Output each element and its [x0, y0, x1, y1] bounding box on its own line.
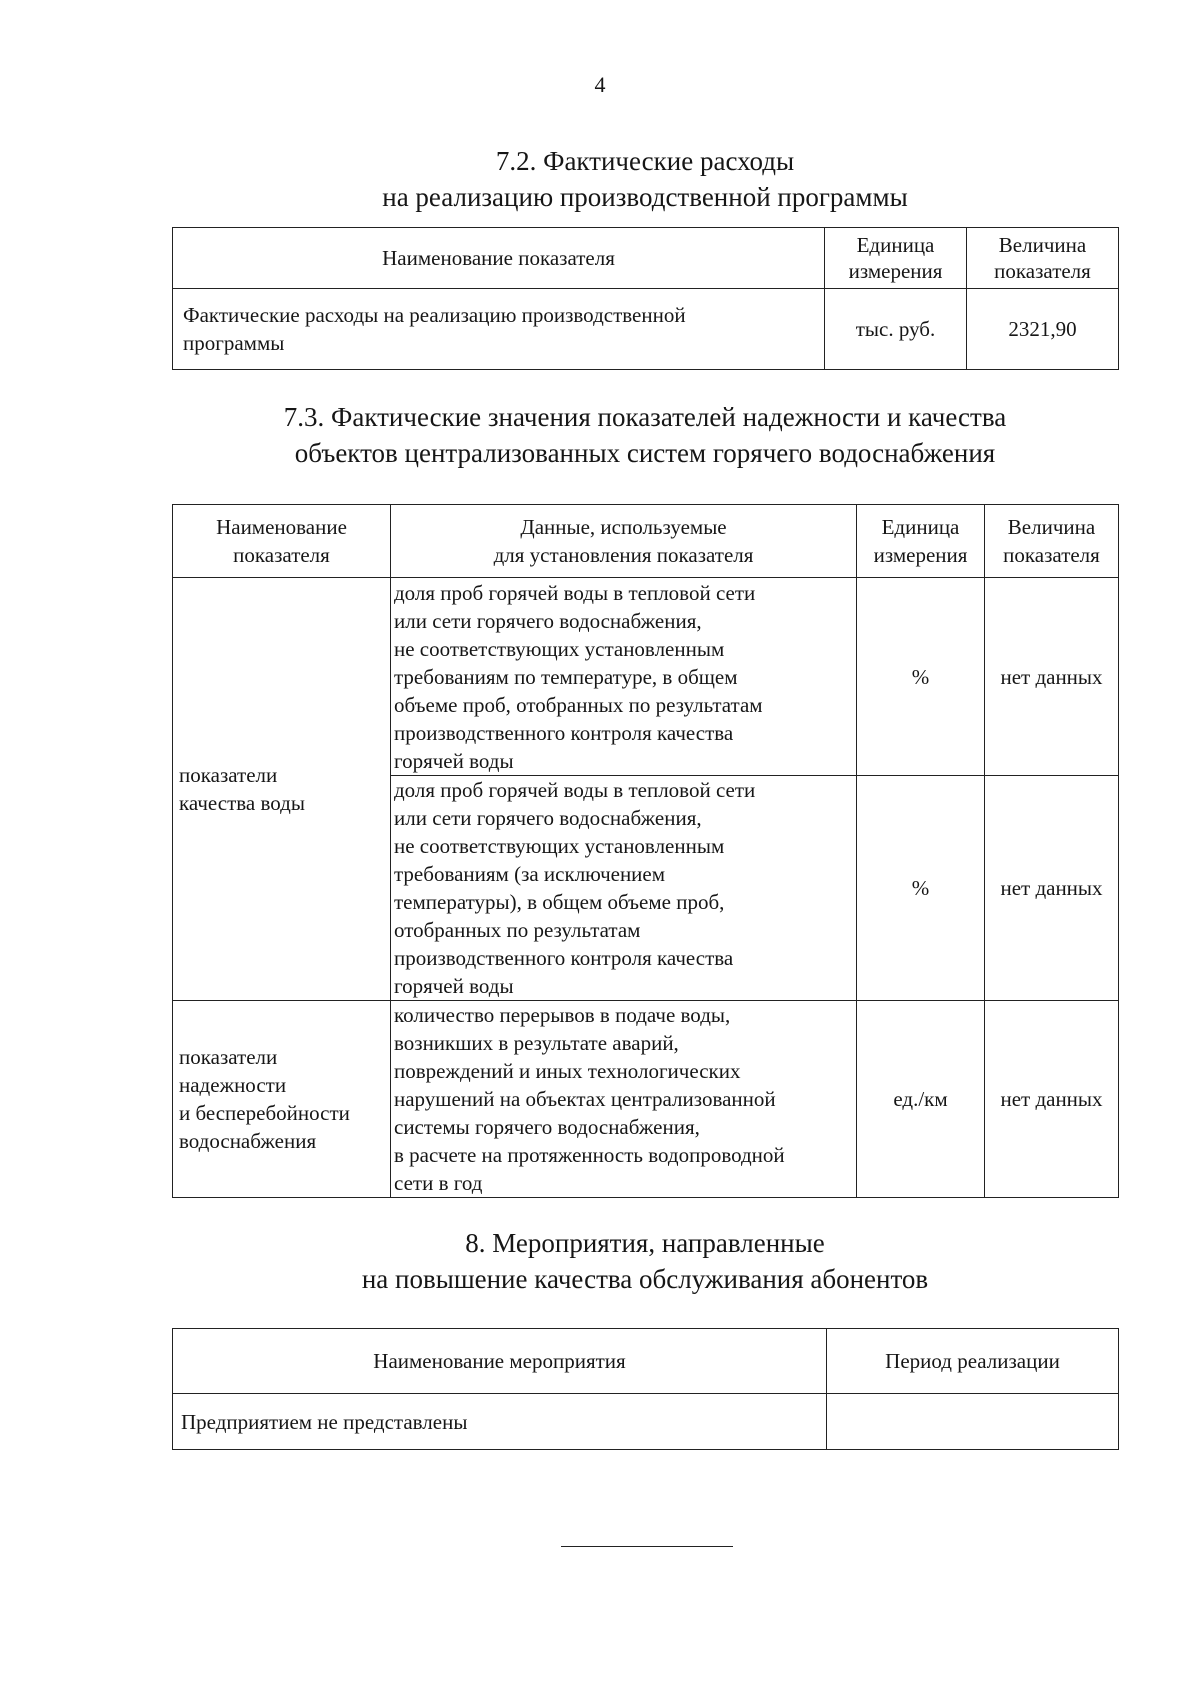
data-line: не соответствующих установленным [394, 834, 725, 858]
data-line: доля проб горячей воды в тепловой сети [394, 778, 756, 802]
measures-table [172, 1328, 1119, 1450]
expenses-table [172, 227, 1119, 370]
header-indicator-name [173, 505, 391, 578]
data-line: требованиям (за исключением [394, 862, 666, 886]
value-cell: нет данных [985, 776, 1119, 1001]
header-name-line2: показателя [233, 543, 330, 567]
header-measure-name: Наименование мероприятия [173, 1329, 827, 1394]
header-name-line1: Наименование [216, 515, 347, 539]
group-name-line: и бесперебойности [179, 1101, 350, 1125]
group-water-quality-name [173, 578, 391, 1001]
value-cell: нет данных [985, 578, 1119, 776]
section-73-heading-line2: объектов централизованных систем горячего водоснабжения [294, 438, 996, 468]
data-line: или сети горячего водоснабжения, [394, 608, 702, 633]
expenses-unit-cell: тыс. руб. [825, 289, 967, 370]
section-72-heading-line1: 7.2. Фактические расходы [495, 146, 795, 176]
section-72-heading-line2: на реализацию производственной программы [382, 182, 908, 212]
section-72-heading [172, 143, 1118, 215]
data-line: горячей воды [394, 748, 514, 773]
group-name-line: качества воды [179, 791, 305, 815]
table-row [173, 578, 1119, 776]
header-value [967, 228, 1119, 289]
unit-cell: % [857, 578, 985, 776]
expenses-name-line2: программы [183, 331, 285, 355]
section-8-heading-line1: 8. Мероприятия, направленные [465, 1228, 825, 1258]
section-8-heading [172, 1225, 1118, 1297]
header-unit-line2: измерения [873, 543, 968, 567]
data-description-cell [391, 1001, 857, 1198]
header-value-line1: Величина [998, 233, 1087, 257]
data-line: температуры), в общем объеме проб, [394, 890, 725, 914]
table-row [173, 289, 1119, 370]
header-value-line2: показателя [1003, 543, 1100, 567]
header-value [985, 505, 1119, 578]
data-line: повреждений и иных технологических [394, 1059, 741, 1083]
group-reliability-name [173, 1001, 391, 1198]
data-line: доля проб горячей воды в тепловой сети [394, 580, 756, 605]
data-line: производственного контроля качества [394, 720, 734, 745]
group-name-line: показатели [179, 763, 278, 787]
header-indicator-name: Наименование показателя [173, 228, 825, 289]
data-line: количество перерывов в подаче воды, [394, 1003, 731, 1027]
data-line: отобранных по результатам [394, 918, 641, 942]
end-rule-divider [561, 1546, 733, 1547]
expenses-name-cell [173, 289, 825, 370]
data-line: в расчете на протяженность водопроводной [394, 1143, 785, 1167]
header-unit-line1: Единица [881, 515, 960, 539]
expenses-name-line1: Фактические расходы на реализацию производственной [183, 303, 686, 327]
data-line: нарушений на объектах централизованной [394, 1087, 776, 1111]
group-name-line: надежности [179, 1073, 287, 1097]
data-description-cell [391, 776, 857, 1001]
unit-cell: ед./км [857, 1001, 985, 1198]
measure-period-cell [827, 1394, 1119, 1450]
data-line: сети в год [394, 1171, 483, 1195]
section-8-heading-line2: на повышение качества обслуживания абонентов [361, 1264, 929, 1294]
table-header-row [173, 228, 1119, 289]
data-description-cell [391, 578, 857, 776]
table-header-row [173, 505, 1119, 578]
header-unit-line2: измерения [848, 259, 943, 283]
group-name-line: показатели [179, 1045, 278, 1069]
data-line: производственного контроля качества [394, 946, 734, 970]
value-cell: нет данных [985, 1001, 1119, 1198]
header-period: Период реализации [827, 1329, 1119, 1394]
header-data-line1: Данные, используемые [520, 515, 727, 539]
header-unit-line1: Единица [856, 233, 935, 257]
section-73-heading-line1: 7.3. Фактические значения показателей надежности и качества [283, 402, 1007, 432]
table-header-row [173, 1329, 1119, 1394]
header-unit [825, 228, 967, 289]
table-row [173, 1394, 1119, 1450]
measure-name-cell: Предприятием не представлены [173, 1394, 827, 1450]
header-data-line2: для установления показателя [493, 543, 754, 567]
data-line: возникших в результате аварий, [394, 1031, 679, 1055]
data-line: требованиям по температуре, в общем [394, 664, 738, 689]
header-data [391, 505, 857, 578]
data-line: объеме проб, отобранных по результатам [394, 692, 763, 717]
data-line: не соответствующих установленным [394, 636, 725, 661]
unit-cell: % [857, 776, 985, 1001]
data-line: горячей воды [394, 974, 514, 998]
table-row [173, 1001, 1119, 1198]
expenses-value-cell: 2321,90 [967, 289, 1119, 370]
indicators-table [172, 504, 1119, 1198]
group-name-line: водоснабжения [179, 1129, 317, 1153]
header-unit [857, 505, 985, 578]
header-value-line1: Величина [1007, 515, 1096, 539]
section-73-heading [172, 399, 1118, 471]
data-line: или сети горячего водоснабжения, [394, 806, 702, 830]
data-line: системы горячего водоснабжения, [394, 1115, 700, 1139]
page-number: 4 [594, 72, 606, 97]
header-value-line2: показателя [994, 259, 1091, 283]
